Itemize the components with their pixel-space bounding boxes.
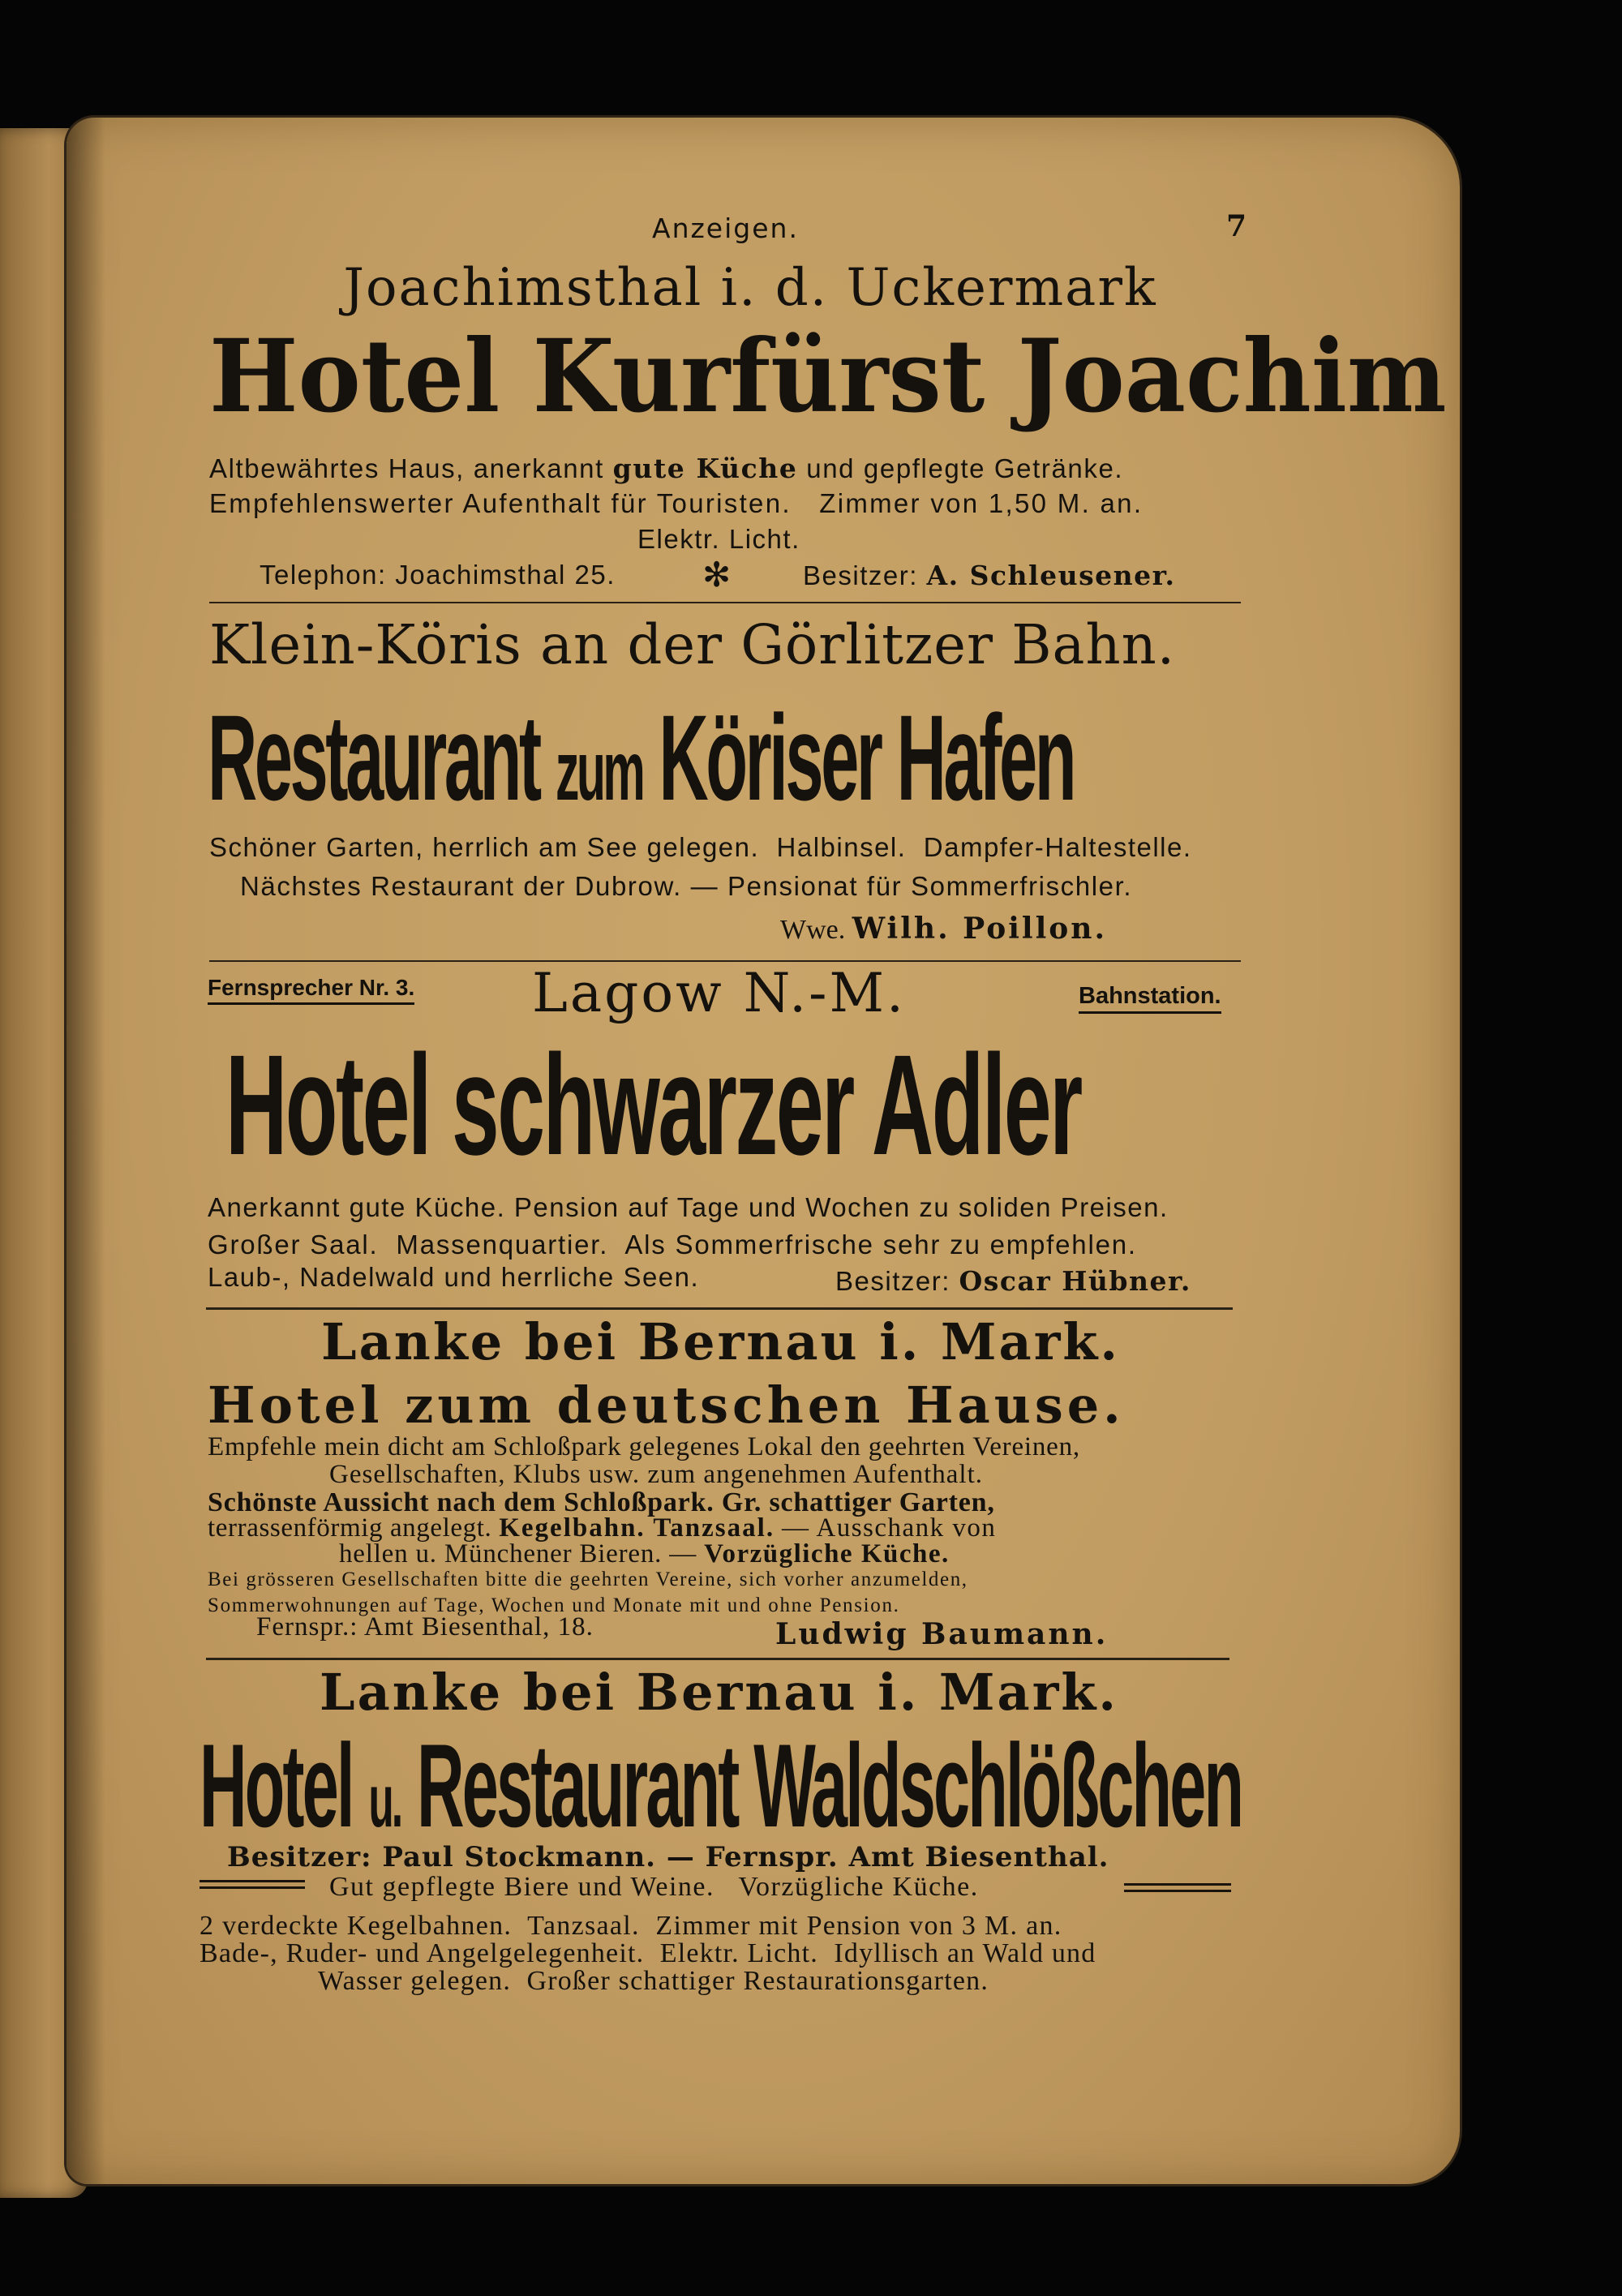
ad5-name-a: Hotel — [200, 1719, 353, 1852]
ad4-text-line1: Empfehle mein dicht am Schloßpark gelegenes Lokal den geehrten Vereinen, — [208, 1432, 1080, 1461]
ad4-line4-a: terrassenförmig angelegt. — [208, 1513, 492, 1543]
ad4-text-line6: Bei grösseren Gesellschaften bitte die geehrten Vereine, sich vorher anzumelden, — [208, 1569, 968, 1590]
ad4-town: Lanke bei Bernau i. Mark. — [321, 1312, 1120, 1371]
ornament-left-2 — [200, 1886, 305, 1889]
ad4-text-line7: Sommerwohnungen auf Tage, Wochen und Monate mit und ohne Pension. — [208, 1594, 900, 1616]
ad5-text-line2: 2 verdeckte Kegelbahnen. Tanzsaal. Zimmer mit Pension von 3 M. an. — [200, 1911, 1062, 1941]
ad4-text-line2: Gesellschaften, Klubs usw. zum angenehmen Aufenthalt. — [329, 1460, 983, 1489]
ad1-owner-line — [803, 560, 1175, 591]
ad4-line4-c: — Ausschank von — [781, 1513, 997, 1543]
ad3-owner-label: Besitzer: — [835, 1266, 950, 1296]
ad1-text-line2: Empfehlenswerter Aufenthalt für Touristen. Zimmer von 1,50 M. an. — [209, 488, 1144, 518]
ad2-town: Klein-Köris an der Görlitzer Bahn. — [209, 613, 1176, 676]
ad5-hotel-name — [200, 1718, 1242, 1854]
ornament-right-2 — [1124, 1890, 1231, 1892]
divider-3 — [206, 1307, 1233, 1310]
ad5-text-line3: Bade-, Ruder- und Angelgelegenheit. Elektr. Licht. Idyllisch an Wald und — [200, 1938, 1096, 1968]
ad2-name-a: Restaurant — [208, 689, 539, 826]
ad3-owner: Oscar Hübner. — [959, 1265, 1191, 1297]
ad2-text-line1: Schöner Garten, herrlich am See gelegen. Halbinsel. Dampfer-Haltestelle. — [209, 832, 1192, 862]
ad3-town: Lagow N.-M. — [532, 962, 907, 1024]
ad4-hotel-name: Hotel zum deutschen Hause. — [208, 1375, 1125, 1435]
divider-1 — [209, 602, 1241, 603]
ad3-hotel-name: Hotel schwarzer Adler — [225, 1026, 1081, 1185]
divider-4 — [206, 1658, 1229, 1660]
ad5-town: Lanke bei Bernau i. Mark. — [320, 1663, 1118, 1722]
page-number: 7 — [1226, 209, 1247, 243]
ad1-line1-b: gute Küche — [612, 453, 798, 484]
ad4-phone: Fernspr.: Amt Biesenthal, 18. — [256, 1612, 594, 1642]
ad1-line1-c: und gepflegte Getränke. — [806, 453, 1124, 483]
ad5-owner-line: Besitzer: Paul Stockmann. — Fernspr. Amt Biesenthal. — [227, 1841, 1109, 1873]
ad4-text-line3: Schönste Aussicht nach dem Schloßpark. Gr. schattiger Garten, — [208, 1487, 995, 1517]
ornament-left-1 — [200, 1880, 305, 1882]
ad1-owner-label: Besitzer: — [803, 560, 918, 590]
ad3-station: Bahnstation. — [1079, 983, 1221, 1014]
ad5-text-line1: Gut gepflegte Biere und Weine. Vorzügliche Küche. — [329, 1872, 979, 1902]
ad5-name-c: Restaurant Waldschlößchen — [417, 1719, 1242, 1852]
ad2-owner-line — [780, 912, 1107, 946]
ad1-text-line1 — [209, 453, 1123, 484]
ad5-name-b: u. — [368, 1760, 401, 1843]
page-gutter-shadow — [67, 118, 105, 2184]
ad2-text-line2: Nächstes Restaurant der Dubrow. — Pensionat für Sommerfrischler. — [240, 871, 1133, 901]
ad4-line5-b: Vorzügliche Küche. — [704, 1539, 950, 1569]
ad4-text-line5 — [339, 1539, 950, 1569]
ad4-line4-b: Kegelbahn. Tanzsaal. — [499, 1513, 775, 1543]
ad3-text-line1: Anerkannt gute Küche. Pension auf Tage und Wochen zu soliden Preisen. — [208, 1192, 1169, 1222]
ad1-hotel-name: Hotel Kurfürst Joachim — [209, 318, 1447, 436]
ad1-town: Joachimsthal i. d. Uckermark — [343, 258, 1157, 318]
ad5-text-line4: Wasser gelegen. Großer schattiger Restaurationsgarten. — [318, 1966, 989, 1996]
ornament-right-1 — [1124, 1883, 1231, 1886]
ad3-phone: Fernsprecher Nr. 3. — [208, 975, 414, 1005]
ad1-line1-a: Altbewährtes Haus, anerkannt — [209, 453, 604, 483]
ad2-restaurant-name — [208, 688, 1074, 828]
ad1-text-line3: Elektr. Licht. — [637, 524, 800, 554]
asterisk-icon: ✻ — [702, 555, 732, 594]
ad2-name-b: zum — [555, 724, 643, 818]
ad2-name-c: Köriser Hafen — [659, 689, 1075, 826]
ad3-text-line3: Laub-, Nadelwald und herrliche Seen. — [208, 1262, 700, 1292]
ad2-owner-prefix: Wwe. — [780, 915, 846, 945]
ad1-phone: Telephon: Joachimsthal 25. — [260, 560, 616, 590]
ad4-owner: Ludwig Baumann. — [775, 1617, 1109, 1651]
ad3-owner-line — [835, 1265, 1191, 1297]
ad3-text-line2: Großer Saal. Massenquartier. Als Sommerfrische sehr zu empfehlen. — [208, 1230, 1137, 1260]
running-head: Anzeigen. — [652, 212, 799, 244]
ad2-owner: Wilh. Poillon. — [852, 912, 1107, 946]
ad1-owner: A. Schleusener. — [926, 560, 1176, 591]
ad4-line5-a: hellen u. Münchener Bieren. — — [339, 1539, 697, 1569]
